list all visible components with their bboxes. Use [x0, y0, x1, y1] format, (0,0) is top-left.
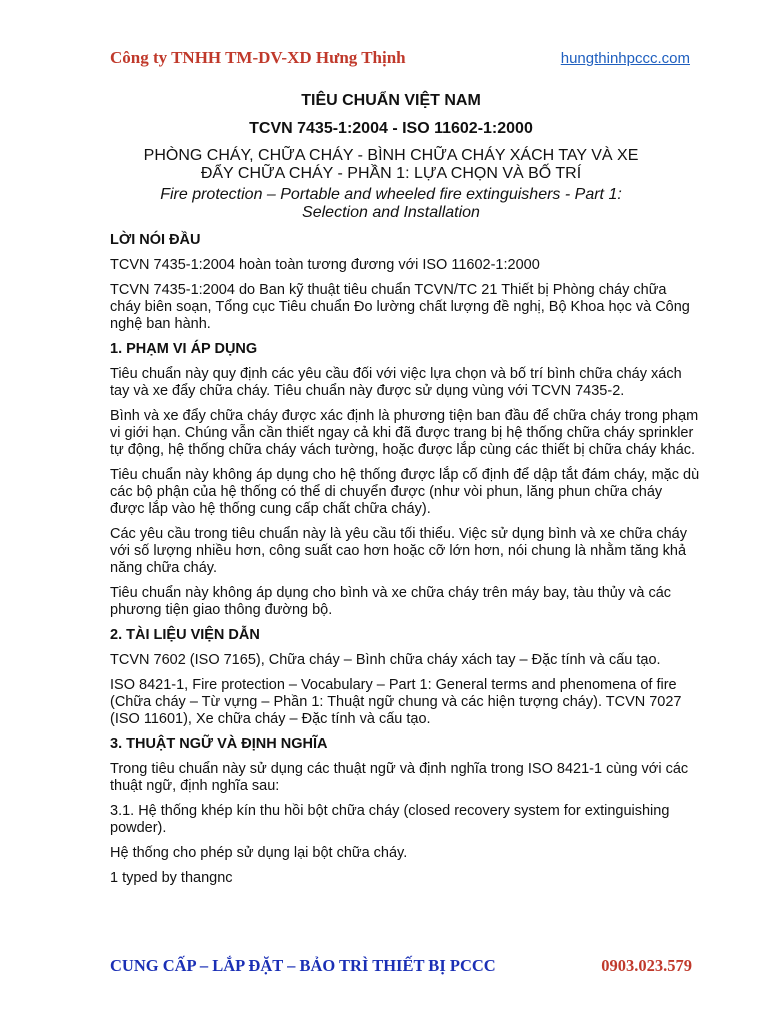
- page-note: 1 typed by thangnc: [110, 870, 233, 886]
- paragraph: Trong tiêu chuẩn này sử dụng các thuật ngữ và định nghĩa trong ISO 8421-1 cùng với các thuật ngữ, định nghĩa sau:: [110, 761, 689, 794]
- paragraph: Hệ thống cho phép sử dụng lại bột chữa cháy.: [110, 845, 408, 861]
- paragraph: Bình và xe đẩy chữa cháy được xác định là phương tiện ban đầu để chữa cháy trong phạm vi giới hạn. Chúng vẫn cần thiết ngay cả khi đã được trang bị hệ thống chữa cháy sprinkler tự động, hệ thống chữa cháy vách tường, hoặc được lắp cùng các thiết bị chữa cháy khác.: [110, 408, 699, 458]
- document-body: [110, 232, 700, 895]
- paragraph: 3.1. Hệ thống khép kín thu hồi bột chữa cháy (closed recovery system for extinguishing powder).: [110, 803, 670, 836]
- website-link[interactable]: hungthinhpccc.com: [560, 50, 690, 67]
- company-name: Công ty TNHH TM-DV-XD Hưng Thịnh: [110, 48, 406, 67]
- section-heading: 3. THUẬT NGỮ VÀ ĐỊNH NGHĨA: [110, 736, 328, 752]
- title-en-line-2: Selection and Installation: [302, 204, 480, 221]
- paragraph: ISO 8421-1, Fire protection – Vocabulary – Part 1: General terms and phenomena of fire (Chữa cháy – Từ vựng – Phần 1: Thuật ngữ chung và các hiện tượng cháy). TCVN 7027 (ISO 11601), Xe chữa cháy – Đặc tính và cấu tạo.: [110, 677, 682, 727]
- paragraph: Tiêu chuẩn này không áp dụng cho bình và xe chữa cháy trên máy bay, tàu thủy và các phương tiện giao thông đường bộ.: [110, 585, 672, 618]
- title-vi-line-1: PHÒNG CHÁY, CHỮA CHÁY - BÌNH CHỮA CHÁY XÁCH TAY VÀ XE: [143, 147, 639, 164]
- document-title-en: [100, 186, 682, 222]
- phone-number: 0903.023.579: [601, 956, 692, 975]
- paragraph: TCVN 7602 (ISO 7165), Chữa cháy – Bình chữa cháy xách tay – Đặc tính và cấu tạo.: [110, 652, 661, 668]
- paragraph: TCVN 7435-1:2004 hoàn toàn tương đương với ISO 11602-1:2000: [110, 257, 540, 273]
- paragraph: Các yêu cầu trong tiêu chuẩn này là yêu cầu tối thiểu. Việc sử dụng bình và xe chữa cháy với số lượng nhiều hơn, công suất cao hơn hoặc cỡ lớn hơn, nói chung là nhằm tăng khả năng chữa cháy.: [110, 526, 687, 576]
- section-heading: LỜI NÓI ĐẦU: [110, 232, 201, 248]
- paragraph: TCVN 7435-1:2004 do Ban kỹ thuật tiêu chuẩn TCVN/TC 21 Thiết bị Phòng cháy chữa cháy biên soạn, Tổng cục Tiêu chuẩn Đo lường chất lượng đề nghị, Bộ Khoa học và Công nghệ ban hành.: [110, 282, 690, 332]
- document-title-vi: [100, 147, 682, 183]
- services-tagline: CUNG CẤP – LẮP ĐẶT – BẢO TRÌ THIẾT BỊ PCCC: [110, 956, 496, 975]
- standard-number: TCVN 7435-1:2004 - ISO 11602-1:2000: [249, 120, 533, 137]
- document-category: TIÊU CHUẨN VIỆT NAM: [301, 92, 481, 109]
- title-en-line-1: Fire protection – Portable and wheeled fire extinguishers - Part 1:: [160, 186, 622, 203]
- section-heading: 1. PHẠM VI ÁP DỤNG: [110, 341, 258, 357]
- paragraph: Tiêu chuẩn này quy định các yêu cầu đối với việc lựa chọn và bố trí bình chữa cháy xách tay và xe đẩy chữa cháy. Tiêu chuẩn này được sử dụng vùng với TCVN 7435-2.: [110, 366, 682, 399]
- section-heading: 2. TÀI LIỆU VIỆN DẪN: [110, 627, 260, 643]
- paragraph: Tiêu chuẩn này không áp dụng cho hệ thống được lắp cố định để dập tắt đám cháy, mặc dù các bộ phận của hệ thống có thể di chuyển được (như vòi phun, lăng phun chữa cháy được lắp vào hệ thống cung cấp chất chữa cháy).: [110, 467, 700, 517]
- title-vi-line-2: ĐẨY CHỮA CHÁY - PHẦN 1: LỰA CHỌN VÀ BỐ TRÍ: [200, 165, 582, 182]
